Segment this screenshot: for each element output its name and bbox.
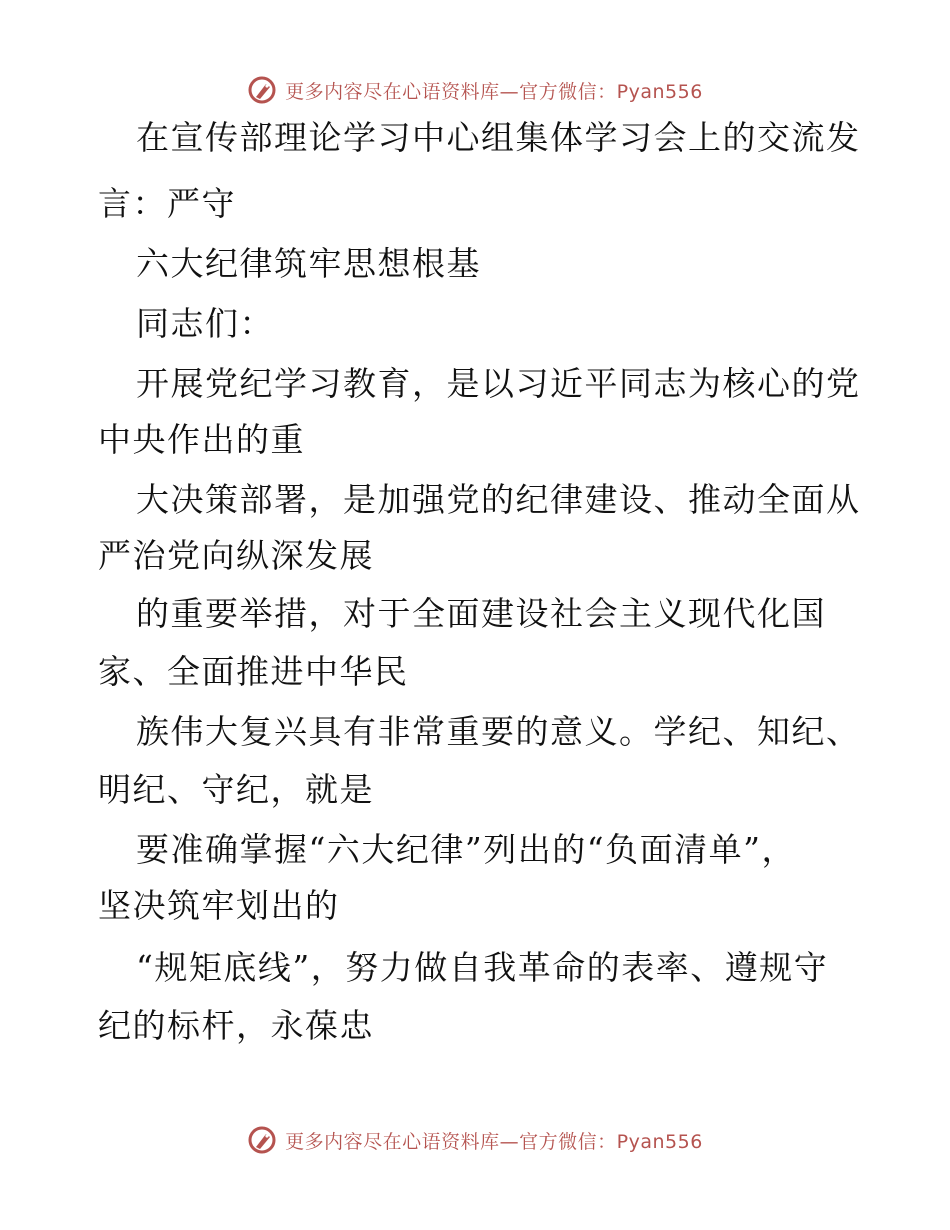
title-line-3: 六大纪律筑牢思想根基 xyxy=(136,244,481,283)
paragraph-line: “规矩底线”，努力做自我革命的表率、遵规守 xyxy=(136,948,829,987)
paragraph-line: 严治党向纵深发展 xyxy=(98,536,374,575)
watermark-text: 更多内容尽在心语资料库—官方微信：Pyan556 xyxy=(285,1130,703,1153)
paragraph-line: 中央作出的重 xyxy=(98,420,305,459)
title-line-2: 言：严守 xyxy=(98,184,236,223)
paragraph-line: 开展党纪学习教育，是以习近平同志为核心的党 xyxy=(136,364,861,403)
paragraph-line: 大决策部署，是加强党的纪律建设、推动全面从 xyxy=(136,480,861,519)
watermark-text: 更多内容尽在心语资料库—官方微信：Pyan556 xyxy=(285,80,703,103)
paragraph-line: 族伟大复兴具有非常重要的意义。学纪、知纪、 xyxy=(136,712,861,751)
paragraph-line: 要准确掌握“六大纪律”列出的“负面清单”， xyxy=(136,830,796,869)
paragraph-line: 家、全面推进中华民 xyxy=(98,652,409,691)
paragraph-line: 的重要举措，对于全面建设社会主义现代化国 xyxy=(136,594,826,633)
salutation: 同志们： xyxy=(136,304,274,343)
header-watermark xyxy=(0,72,950,108)
paragraph-line: 纪的标杆，永葆忠 xyxy=(98,1006,374,1045)
title-line-1: 在宣传部理论学习中心组集体学习会上的交流发 xyxy=(136,118,861,157)
paragraph-line: 坚决筑牢划出的 xyxy=(98,886,340,925)
paragraph-line: 明纪、守纪，就是 xyxy=(98,770,374,809)
pen-nib-logo-icon xyxy=(247,75,277,105)
footer-watermark xyxy=(0,1122,950,1158)
pen-nib-logo-icon xyxy=(247,1125,277,1155)
